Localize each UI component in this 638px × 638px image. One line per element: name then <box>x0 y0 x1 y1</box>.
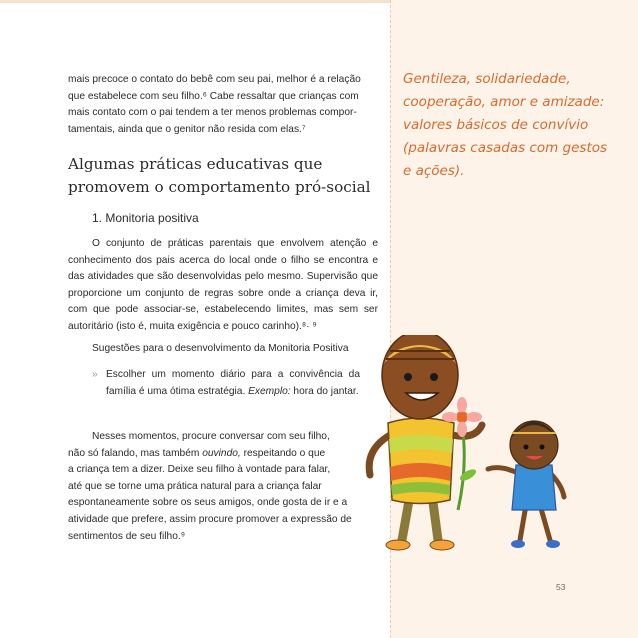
paragraph-3-line-start: não só falando, mas também <box>68 447 203 459</box>
paragraph-3-line-end: respeitando o que <box>240 447 326 459</box>
bullet-text <box>106 367 360 400</box>
paragraph-3-line: espontaneamente sobre os seus amigos, onde gosta de ir e a <box>68 497 348 509</box>
paragraph-3-line: a criança tem a dizer. Deixe seu filho à vontade para falar, <box>68 464 331 476</box>
paragraph-2: O conjunto de práticas parentais que envolvem atenção e conhecimento dos pais acerca do local onde o filho se encontra e das atividades que são desenvolvidas pelo mesmo. Supervisão que proporcione um conjunto de regras sobre onde a criança deva ir, com que pode associar-se, estabelecendo limites, mas sem ser autoritário (isto é, muita exigência e pouco carinho).⁸· ⁹ <box>68 238 378 332</box>
bullet-text-end: hora do jantar. <box>290 385 359 397</box>
paragraph-3-italic: ouvindo, <box>202 447 241 459</box>
section-heading: Algumas práticas educativas que promovem o comportamento pró-social <box>68 155 371 196</box>
paragraph-1-line: mais contato com o pai tendem a ter menos problemas compor- <box>68 107 357 119</box>
paragraph-3-line: sentimentos de seu filho.⁹ <box>68 530 186 542</box>
bullet-example-label: Exemplo: <box>248 385 291 397</box>
bullet-item <box>92 367 360 400</box>
paragraph-3 <box>68 429 378 545</box>
paragraph-3-line <box>68 446 378 463</box>
side-quote: Gentileza, solidariedade, cooperação, amor e amizade: valores básicos de convívio (palavras casadas com gestos e ações). <box>403 71 608 179</box>
paragraph-1-line: que estabelece com seu filho.⁶ Cabe ressaltar que crianças com <box>68 90 359 102</box>
tips-title: Sugestões para o desenvolvimento da Monitoria Positiva <box>92 343 349 354</box>
adult-and-child-illustration <box>350 335 580 565</box>
page-number: 53 <box>556 582 566 592</box>
paragraph-1-line: mais precoce o contato do bebê com seu pai, melhor é a relação <box>68 74 361 85</box>
paragraph-3-line: até que se torne uma prática natural para a criança falar <box>68 480 322 492</box>
subheading: 1. Monitoria positiva <box>92 211 199 225</box>
bullet-mark: » <box>92 369 98 380</box>
paragraph-1 <box>68 72 376 138</box>
bullet-text-start: Escolher um momento diário para a convivência da família é uma ótima estratégia. <box>106 369 360 397</box>
paragraph-3-line: atividade que prefere, assim procure promover a expressão de <box>68 513 352 525</box>
paragraph-3-line: Nesses momentos, procure conversar com seu filho, <box>92 431 330 442</box>
paragraph-1-line: tamentais, ainda que o genitor não resida com elas.⁷ <box>68 123 306 135</box>
